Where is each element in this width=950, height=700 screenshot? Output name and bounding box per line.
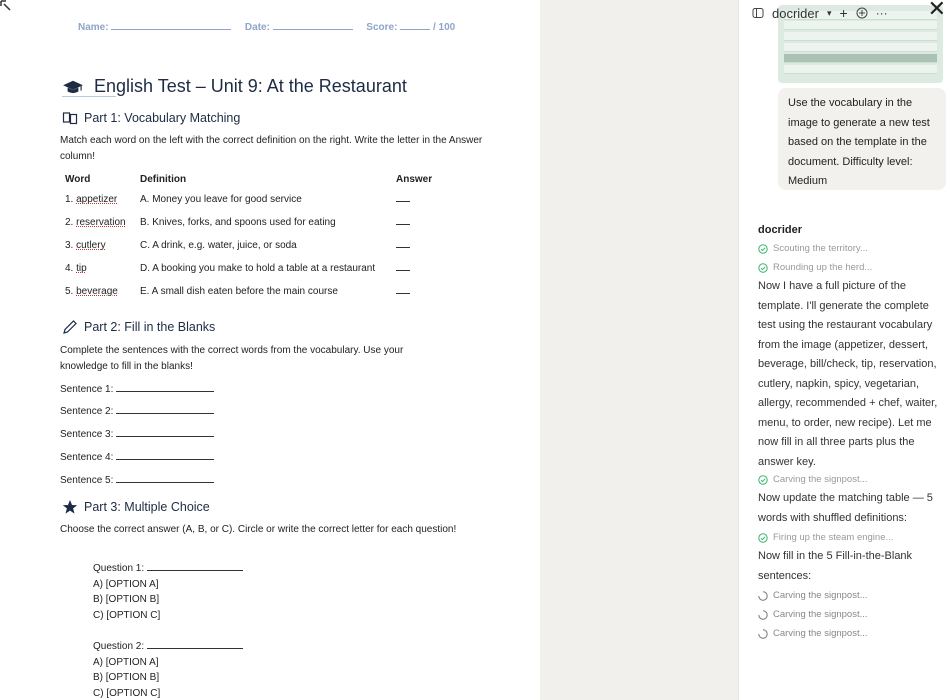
- sentence-label: Sentence 4:: [60, 452, 114, 463]
- column-header: Word: [65, 173, 91, 185]
- sentence-label: Sentence 5:: [60, 475, 114, 486]
- answer-cell[interactable]: [391, 188, 451, 211]
- option-c[interactable]: C) [OPTION C]: [93, 687, 161, 699]
- part2-heading-text: Part 2: Fill in the Blanks: [84, 320, 216, 334]
- status-line: [758, 628, 868, 639]
- thumbnail-row: [784, 54, 937, 63]
- assistant-message: Now update the matching table — 5 words with shuffled definitions:: [758, 492, 933, 524]
- spinner-icon: [758, 610, 768, 620]
- sentence-line: [60, 452, 214, 463]
- definition-cell: C. A drink, e.g. water, juice, or soda: [140, 240, 297, 251]
- column-header: Answer: [396, 173, 433, 185]
- answer-cell[interactable]: [391, 257, 451, 280]
- question-label: Question 2:: [93, 641, 145, 652]
- sentence-blank[interactable]: [116, 431, 214, 437]
- row-number: 2.: [65, 217, 74, 228]
- status-line: [758, 243, 868, 254]
- name-label: Name:: [78, 22, 109, 33]
- answer-blank[interactable]: [396, 240, 410, 248]
- sentence-line: [60, 384, 214, 395]
- assistant-message: Now I have a full picture of the template. I'll generate the complete test using the restaurant vocabulary from the image (appetizer, dessert, beverage, bill/check, tip, reservation, cutlery, napkin, spicy, vegetarian, allergy, recommended + chef, waiter, menu, to order, new recipe). Let me now fill in all three parts plus the answer key.: [758, 280, 938, 468]
- part3-heading: [62, 499, 210, 515]
- sentence-line: [60, 429, 214, 440]
- question-label-line: [93, 639, 243, 655]
- check-circle-icon: [758, 244, 768, 254]
- row-number: 5.: [65, 286, 74, 297]
- score-label: Score:: [366, 22, 398, 33]
- definition-cell: A. Money you leave for good service: [140, 194, 302, 205]
- pencil-icon: [62, 319, 78, 335]
- score-suffix: / 100: [432, 22, 456, 33]
- sidebar-toggle-icon[interactable]: [752, 7, 764, 19]
- option-b[interactable]: B) [OPTION B]: [93, 594, 160, 605]
- status-text: Rounding up the herd...: [773, 262, 873, 273]
- table-header-row: [60, 170, 451, 188]
- part3-instructions: Choose the correct answer (A, B, or C). Circle or write the correct letter for each question!: [60, 524, 457, 535]
- status-text: Carving the signpost...: [773, 609, 868, 620]
- more-icon[interactable]: ···: [875, 6, 888, 20]
- status-line: [758, 532, 893, 543]
- row-number: 4.: [65, 263, 74, 274]
- part2-heading: [62, 319, 215, 335]
- sentence-line: [60, 475, 214, 486]
- name-blank[interactable]: [111, 22, 231, 30]
- question-label: Question 1:: [93, 563, 145, 574]
- sentence-blank[interactable]: [116, 408, 214, 414]
- chevron-down-icon[interactable]: ▾: [826, 7, 832, 18]
- question-label-line: [93, 561, 243, 577]
- status-line: [758, 590, 868, 601]
- plus-icon[interactable]: +: [839, 5, 848, 21]
- word-cell: [60, 211, 135, 234]
- question-blank[interactable]: [147, 565, 243, 571]
- row-number: 1.: [65, 194, 74, 205]
- table-row: [60, 211, 451, 234]
- answer-cell[interactable]: [391, 211, 451, 234]
- close-icon[interactable]: ✕: [927, 0, 946, 21]
- assistant-message: Now fill in the 5 Fill-in-the-Blank sentences:: [758, 550, 913, 582]
- word-text: beverage: [76, 286, 118, 297]
- option-a[interactable]: A) [OPTION A]: [93, 656, 159, 668]
- sentence-blank[interactable]: [116, 386, 214, 392]
- spinner-icon: [758, 629, 768, 639]
- status-text: Firing up the steam engine...: [773, 532, 894, 543]
- table-row: [60, 234, 451, 257]
- status-line: [758, 474, 868, 485]
- part1-instructions: Match each word on the left with the correct definition on the right. Write the letter in the Answer column!: [60, 135, 483, 162]
- definition-cell: D. A booking you make to hold a table at a restaurant: [140, 263, 376, 274]
- check-circle-icon: [758, 533, 768, 543]
- part2-instructions: Complete the sentences with the correct words from the vocabulary. Use your knowledge to fill in the blanks!: [60, 345, 404, 372]
- answer-blank[interactable]: [396, 194, 410, 202]
- sentence-blank[interactable]: [116, 454, 214, 460]
- thumbnail-row: [784, 65, 937, 74]
- status-text: Scouting the territory...: [773, 243, 868, 254]
- option-a[interactable]: A) [OPTION A]: [93, 578, 159, 590]
- status-line: [758, 609, 868, 620]
- graduation-cap-icon: [62, 78, 84, 96]
- panel-toolbar: [752, 5, 888, 21]
- word-text: reservation: [76, 217, 126, 228]
- sentence-line: [60, 406, 214, 417]
- word-text: tip: [76, 263, 87, 274]
- thumbnail-row: [784, 21, 937, 30]
- word-cell: [60, 257, 135, 280]
- status-line: [758, 262, 872, 273]
- answer-cell[interactable]: [391, 234, 451, 257]
- part1-heading-text: Part 1: Vocabulary Matching: [84, 111, 241, 125]
- status-text: Carving the signpost...: [773, 628, 868, 639]
- part1-heading: [62, 110, 240, 126]
- status-text: Carving the signpost...: [773, 474, 868, 485]
- date-label: Date:: [244, 22, 270, 33]
- selection-corner-icon: [0, 0, 12, 12]
- sentence-label: Sentence 2:: [60, 406, 114, 417]
- word-text: cutlery: [76, 240, 106, 251]
- definition-cell: E. A small dish eaten before the main course: [140, 286, 338, 297]
- question-block: [93, 639, 243, 700]
- page-title: [62, 76, 407, 97]
- status-text: Carving the signpost...: [773, 590, 868, 601]
- definition-cell: B. Knives, forks, and spoons used for eating: [140, 217, 336, 228]
- book-icon: [62, 110, 78, 126]
- vocabulary-table: [60, 170, 451, 303]
- word-cell: [60, 188, 135, 211]
- spinner-icon: [758, 591, 768, 601]
- question-blank[interactable]: [147, 643, 243, 649]
- title-text: English Test – Unit 9: At the Restaurant: [94, 76, 407, 96]
- answer-blank[interactable]: [396, 286, 410, 294]
- part3-heading-text: Part 3: Multiple Choice: [84, 500, 210, 514]
- option-b[interactable]: B) [OPTION B]: [93, 672, 160, 683]
- table-row: [60, 188, 451, 211]
- user-message: Use the vocabulary in the image to generate a new test based on the template in the document. Difficulty level: Medium: [778, 88, 946, 190]
- answer-cell[interactable]: [391, 280, 451, 303]
- canvas-background: [540, 0, 738, 700]
- sentence-blank[interactable]: [116, 477, 214, 483]
- answer-blank[interactable]: [396, 217, 410, 225]
- title-underline: [62, 96, 116, 97]
- thumbnail-row: [784, 43, 937, 52]
- word-text: appetizer: [76, 194, 118, 205]
- word-cell: [60, 280, 135, 303]
- word-cell: [60, 234, 135, 257]
- add-circle-icon[interactable]: [856, 7, 868, 19]
- answer-blank[interactable]: [396, 263, 410, 271]
- score-blank[interactable]: [400, 22, 430, 30]
- star-icon: [62, 499, 78, 515]
- sentence-label: Sentence 1:: [60, 384, 114, 395]
- column-header: Definition: [140, 173, 187, 185]
- question-block: [93, 561, 243, 623]
- row-number: 3.: [65, 240, 74, 251]
- sentence-label: Sentence 3:: [60, 429, 114, 440]
- date-blank[interactable]: [273, 22, 353, 30]
- app-name[interactable]: docrider: [772, 5, 819, 21]
- assistant-name: docrider: [758, 224, 803, 236]
- table-row: [60, 257, 451, 280]
- student-info-header: [78, 22, 455, 33]
- thumbnail-row: [784, 32, 937, 41]
- option-c[interactable]: C) [OPTION C]: [93, 609, 161, 621]
- table-row: [60, 280, 451, 303]
- check-circle-icon: [758, 263, 768, 273]
- check-circle-icon: [758, 475, 768, 485]
